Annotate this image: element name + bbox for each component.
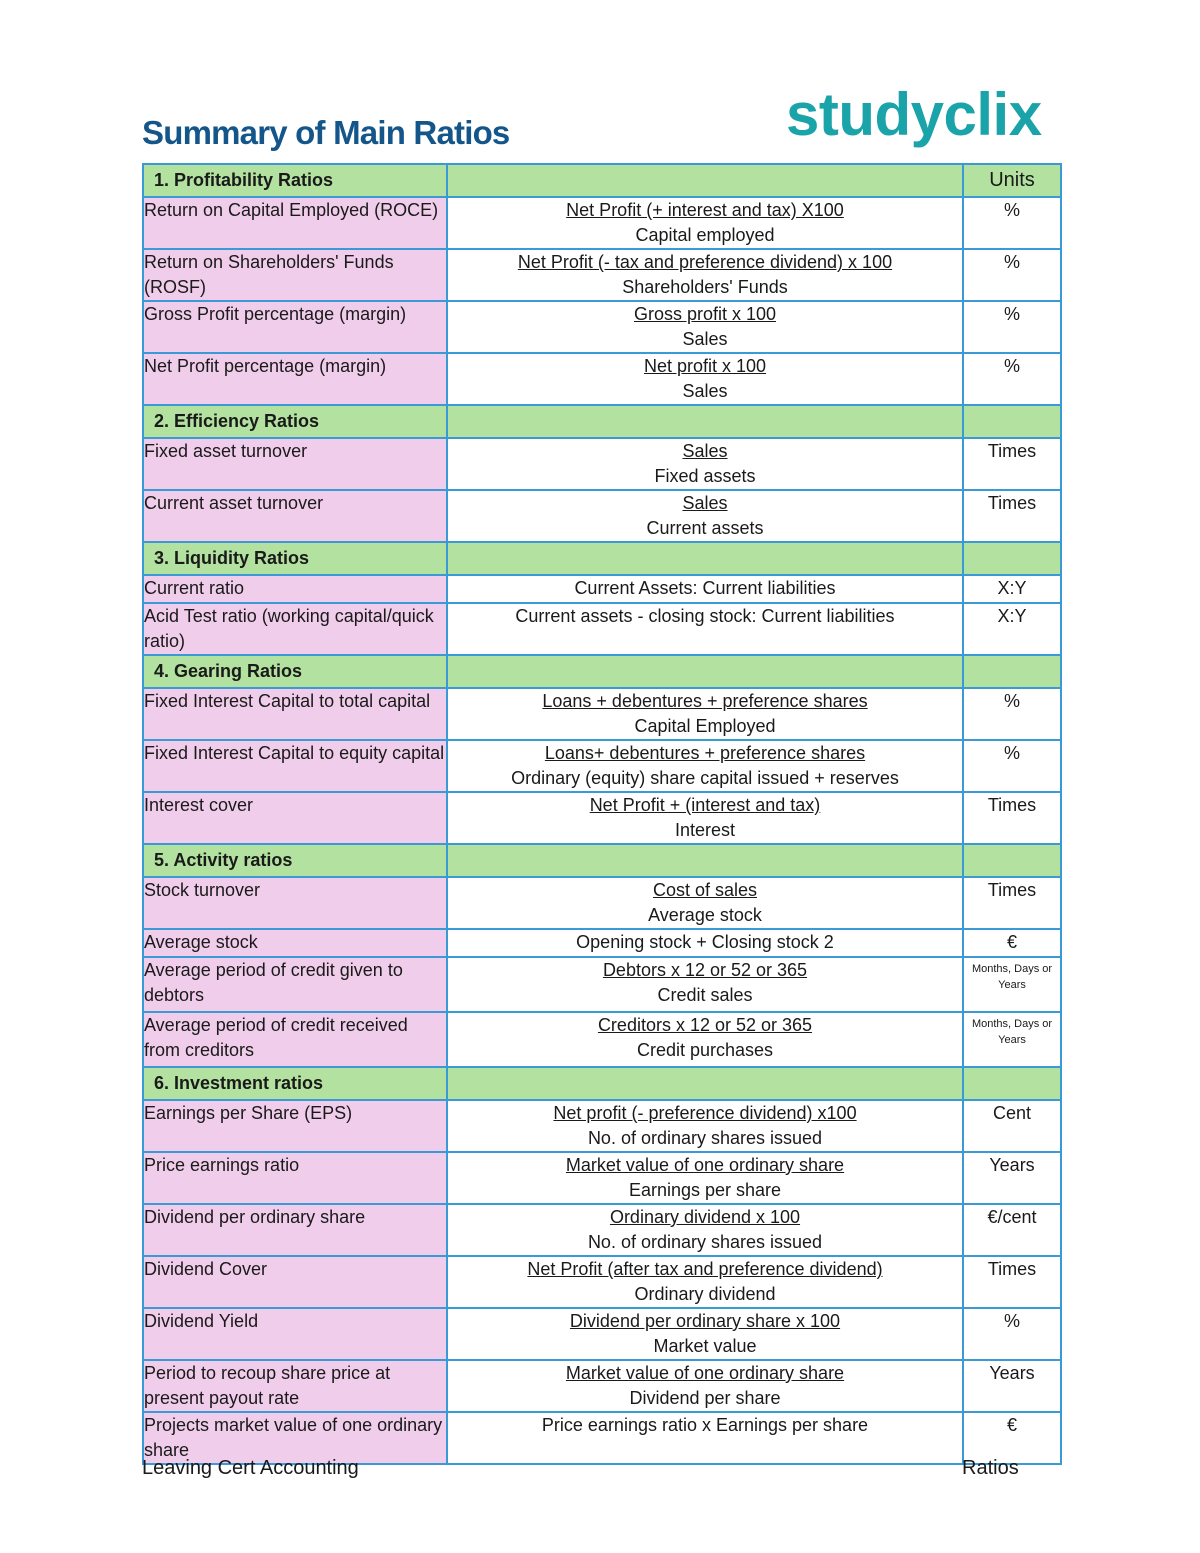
section-title: 2. Efficiency Ratios: [143, 405, 447, 438]
ratio-name: Average period of credit received from creditors: [143, 1012, 447, 1067]
ratio-unit: %: [963, 353, 1061, 405]
table-row: [143, 438, 1061, 490]
ratio-unit: Times: [963, 490, 1061, 542]
ratio-unit: Months, Days or Years: [963, 1012, 1061, 1067]
section-header-row: [143, 655, 1061, 688]
ratio-formula: [447, 877, 963, 929]
section-spacer: [963, 542, 1061, 575]
ratio-unit: Years: [963, 1360, 1061, 1412]
ratio-unit: %: [963, 740, 1061, 792]
section-header-row: [143, 1067, 1061, 1100]
table-row: [143, 929, 1061, 957]
ratio-formula: [447, 792, 963, 844]
ratio-formula: [447, 490, 963, 542]
formula-denominator: Capital Employed: [634, 716, 776, 736]
table-row: [143, 792, 1061, 844]
ratio-formula: [447, 1152, 963, 1204]
formula-numerator: Net Profit (after tax and preference dividend): [527, 1259, 883, 1279]
ratio-name: Price earnings ratio: [143, 1152, 447, 1204]
ratio-formula: Price earnings ratio x Earnings per share: [447, 1412, 963, 1464]
table-row: [143, 1204, 1061, 1256]
table-row: [143, 688, 1061, 740]
section-spacer: [963, 405, 1061, 438]
table-row: [143, 490, 1061, 542]
section-spacer: [447, 405, 963, 438]
section-spacer: [963, 1067, 1061, 1100]
ratio-formula: [447, 301, 963, 353]
table-row: [143, 603, 1061, 655]
section-title: 4. Gearing Ratios: [143, 655, 447, 688]
formula-numerator: Debtors x 12 or 52 or 365: [602, 960, 808, 980]
ratio-formula: [447, 1256, 963, 1308]
formula-numerator: Net profit (- preference dividend) x100: [553, 1103, 857, 1123]
formula-denominator: No. of ordinary shares issued: [587, 1128, 823, 1148]
ratio-name: Average period of credit given to debtors: [143, 957, 447, 1012]
formula-denominator: Fixed assets: [654, 466, 756, 486]
formula-denominator: No. of ordinary shares issued: [587, 1232, 823, 1252]
ratio-formula: Opening stock + Closing stock 2: [447, 929, 963, 957]
ratio-name: Period to recoup share price at present payout rate: [143, 1360, 447, 1412]
formula-denominator: Earnings per share: [628, 1180, 782, 1200]
formula-numerator: Net profit x 100: [643, 356, 767, 376]
ratio-formula: [447, 1360, 963, 1412]
ratio-formula: [447, 740, 963, 792]
formula-numerator: Loans+ debentures + preference shares: [544, 743, 866, 763]
formula-denominator: Average stock: [648, 905, 762, 925]
ratio-name: Gross Profit percentage (margin): [143, 301, 447, 353]
table-row: [143, 1308, 1061, 1360]
section-header-row: [143, 844, 1061, 877]
ratio-formula: [447, 197, 963, 249]
ratio-formula: [447, 249, 963, 301]
formula-numerator: Market value of one ordinary share: [565, 1155, 845, 1175]
formula-denominator: Ordinary dividend: [634, 1284, 776, 1304]
formula-numerator: Gross profit x 100: [633, 304, 777, 324]
formula-denominator: Shareholders' Funds: [622, 277, 788, 297]
page-title: Summary of Main Ratios: [142, 114, 510, 151]
table-row: [143, 1256, 1061, 1308]
ratio-name: Current asset turnover: [143, 490, 447, 542]
ratio-name: Fixed Interest Capital to equity capital: [143, 740, 447, 792]
ratio-name: Projects market value of one ordinary share: [143, 1412, 447, 1464]
formula-denominator: Market value: [653, 1336, 757, 1356]
section-spacer: [963, 655, 1061, 688]
ratio-name: Dividend Cover: [143, 1256, 447, 1308]
formula-denominator: Current assets: [646, 518, 764, 538]
section-header-row: [143, 542, 1061, 575]
table-row: [143, 1012, 1061, 1067]
ratio-formula: [447, 438, 963, 490]
studyclix-logo: studyclix: [786, 81, 1042, 148]
section-spacer: [447, 844, 963, 877]
ratio-unit: Times: [963, 792, 1061, 844]
footer-subject: Leaving Cert Accounting: [142, 1457, 359, 1479]
ratio-unit: %: [963, 301, 1061, 353]
section-spacer: [447, 542, 963, 575]
formula-numerator: Net Profit (- tax and preference dividend) x 100: [517, 252, 893, 272]
formula-numerator: Net Profit + (interest and tax): [589, 795, 821, 815]
formula-numerator: Sales: [682, 493, 728, 513]
formula-denominator: Interest: [674, 820, 736, 840]
table-row: [143, 877, 1061, 929]
ratio-formula: [447, 957, 963, 1012]
formula-denominator: Credit sales: [657, 985, 753, 1005]
ratio-name: Fixed Interest Capital to total capital: [143, 688, 447, 740]
formula-numerator: Loans + debentures + preference shares: [542, 691, 868, 711]
ratio-unit: Years: [963, 1152, 1061, 1204]
ratio-unit: %: [963, 688, 1061, 740]
ratio-name: Dividend Yield: [143, 1308, 447, 1360]
table-row: [143, 197, 1061, 249]
footer-topic: Ratios: [962, 1457, 1019, 1479]
ratio-unit: Times: [963, 877, 1061, 929]
ratio-unit: %: [963, 249, 1061, 301]
formula-numerator: Net Profit (+ interest and tax) X100: [566, 200, 844, 220]
ratio-formula: [447, 1308, 963, 1360]
ratio-name: Current ratio: [143, 575, 447, 603]
section-spacer: [447, 1067, 963, 1100]
ratio-name: Interest cover: [143, 792, 447, 844]
ratio-formula: [447, 1012, 963, 1067]
ratio-name: Acid Test ratio (working capital/quick ratio): [143, 603, 447, 655]
ratio-unit: Cent: [963, 1100, 1061, 1152]
ratio-name: Return on Shareholders' Funds (ROSF): [143, 249, 447, 301]
table-row: [143, 740, 1061, 792]
ratio-unit: €/cent: [963, 1204, 1061, 1256]
ratio-unit: €: [963, 1412, 1061, 1464]
formula-numerator: Dividend per ordinary share x 100: [569, 1311, 841, 1331]
table-row: [143, 249, 1061, 301]
formula-numerator: Market value of one ordinary share: [565, 1363, 845, 1383]
ratio-formula: [447, 1204, 963, 1256]
section-header-row: [143, 405, 1061, 438]
ratio-name: Earnings per Share (EPS): [143, 1100, 447, 1152]
section-title: 3. Liquidity Ratios: [143, 542, 447, 575]
ratio-unit: Times: [963, 1256, 1061, 1308]
table-row: [143, 1100, 1061, 1152]
ratio-formula: [447, 353, 963, 405]
ratio-unit: %: [963, 1308, 1061, 1360]
formula-denominator: Ordinary (equity) share capital issued + reserves: [511, 768, 899, 788]
section-title: 6. Investment ratios: [143, 1067, 447, 1100]
ratio-name: Average stock: [143, 929, 447, 957]
formula-numerator: Cost of sales: [652, 880, 758, 900]
ratio-formula: Current assets - closing stock: Current liabilities: [447, 603, 963, 655]
section-title: 5. Activity ratios: [143, 844, 447, 877]
units-header: Units: [963, 164, 1061, 197]
formula-denominator: Credit purchases: [636, 1040, 774, 1060]
section-title: 1. Profitability Ratios: [143, 164, 447, 197]
formula-denominator: Sales: [682, 381, 728, 401]
section-header-row: [143, 164, 1061, 197]
ratio-unit: Months, Days or Years: [963, 957, 1061, 1012]
ratio-name: Stock turnover: [143, 877, 447, 929]
ratios-table: [142, 163, 1062, 1465]
formula-numerator: Creditors x 12 or 52 or 365: [597, 1015, 813, 1035]
ratio-formula: Current Assets: Current liabilities: [447, 575, 963, 603]
table-row: [143, 957, 1061, 1012]
table-row: [143, 1360, 1061, 1412]
section-spacer: [447, 655, 963, 688]
ratio-unit: €: [963, 929, 1061, 957]
ratio-name: Return on Capital Employed (ROCE): [143, 197, 447, 249]
table-row: [143, 353, 1061, 405]
ratio-name: Dividend per ordinary share: [143, 1204, 447, 1256]
table-row: [143, 575, 1061, 603]
formula-numerator: Sales: [682, 441, 728, 461]
ratio-unit: Times: [963, 438, 1061, 490]
ratio-unit: X:Y: [963, 575, 1061, 603]
ratio-formula: [447, 688, 963, 740]
ratio-formula: [447, 1100, 963, 1152]
ratio-name: Fixed asset turnover: [143, 438, 447, 490]
formula-denominator: Capital employed: [635, 225, 775, 245]
formula-denominator: Dividend per share: [629, 1388, 781, 1408]
ratio-unit: %: [963, 197, 1061, 249]
table-row: [143, 1152, 1061, 1204]
table-row: [143, 301, 1061, 353]
section-spacer: [963, 844, 1061, 877]
ratio-name: Net Profit percentage (margin): [143, 353, 447, 405]
formula-numerator: Ordinary dividend x 100: [609, 1207, 801, 1227]
ratio-unit: X:Y: [963, 603, 1061, 655]
formula-denominator: Sales: [682, 329, 728, 349]
section-spacer: [447, 164, 963, 197]
